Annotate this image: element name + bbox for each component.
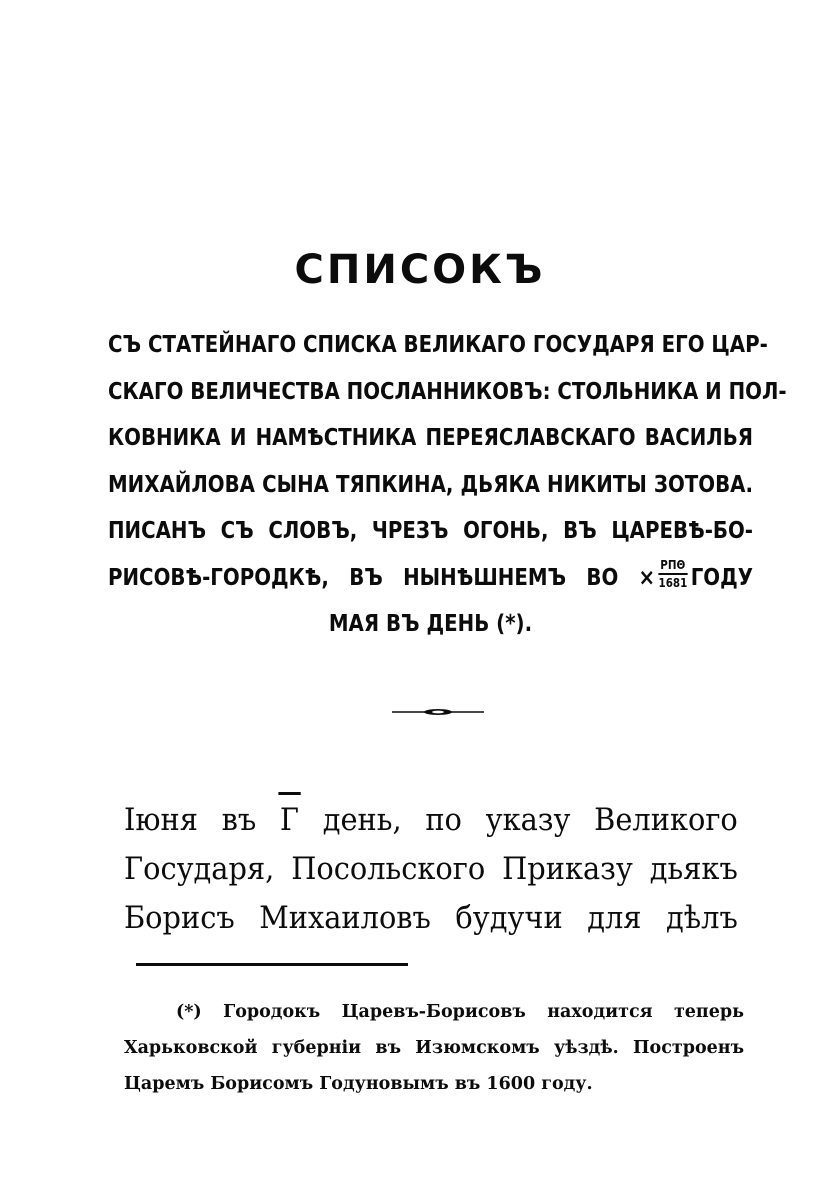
heading-line-start: РИСОВѢ-ГОРОДКѢ, ВЪ НЫНѢШНЕМЪ ВО × [108,564,656,591]
body-line [124,796,738,845]
numeral-with-titlo: Г [280,796,299,845]
date-fraction [659,559,688,589]
heading-line: МИХАЙЛОВА СЫНА ТЯПКИНА, ДЬЯКА НИКИТЫ ЗОТОВА. [108,471,753,498]
heading-line: СЪ СТАТЕЙНАГО СПИСКА ВЕЛИКАГО ГОСУДАРЯ ЕГО ЦАР- [108,332,768,358]
body-line-end: день, по указу Великого [322,802,738,838]
heading-line-with-date [108,555,753,602]
body-line: Борисъ Михаиловъ будучи для дѣлъ [124,900,738,936]
footnote-line: (*) Городокъ Царевъ-Борисовъ находится теперь [176,1002,744,1022]
body-line: Государя, Посольского Приказу дьякъ [124,851,738,887]
heading-line: СКАГО ВЕЛИЧЕСТВА ПОСЛАННИКОВЪ: СТОЛЬНИКА И ПОЛ- [108,378,787,405]
footnote-rule [136,963,408,966]
footnote-line: Царемъ Борисомъ Годуновымъ въ 1600 году. [124,1074,593,1094]
footnote-line: Харьковской губерніи въ Изюмскомъ уѣздѣ. Построенъ [124,1038,744,1058]
document-title: СПИСОКЪ [294,247,546,293]
ornament-divider [392,706,484,718]
date-fraction-numerator: РПΘ [659,559,688,575]
footnote [124,994,744,1102]
heading-line: КОВНИКА И НАМѢСТНИКА ПЕРЕЯСЛАВСКАГО ВАСИЛЬЯ [108,425,753,451]
heading-line-end: ГОДУ [690,564,753,591]
date-fraction-denominator: 1681 [658,576,688,590]
body-line-start: Іюня въ [124,802,257,838]
body-text [124,796,738,943]
heading-line: ПИСАНЪ СЪ СЛОВЪ, ЧРЕЗЪ ОГОНЬ, ВЪ ЦАРЕВѢ-БО- [108,518,753,544]
heading-block [108,322,787,648]
heading-line: МАЯ ВЪ ДЕНЬ (*). [328,611,533,637]
